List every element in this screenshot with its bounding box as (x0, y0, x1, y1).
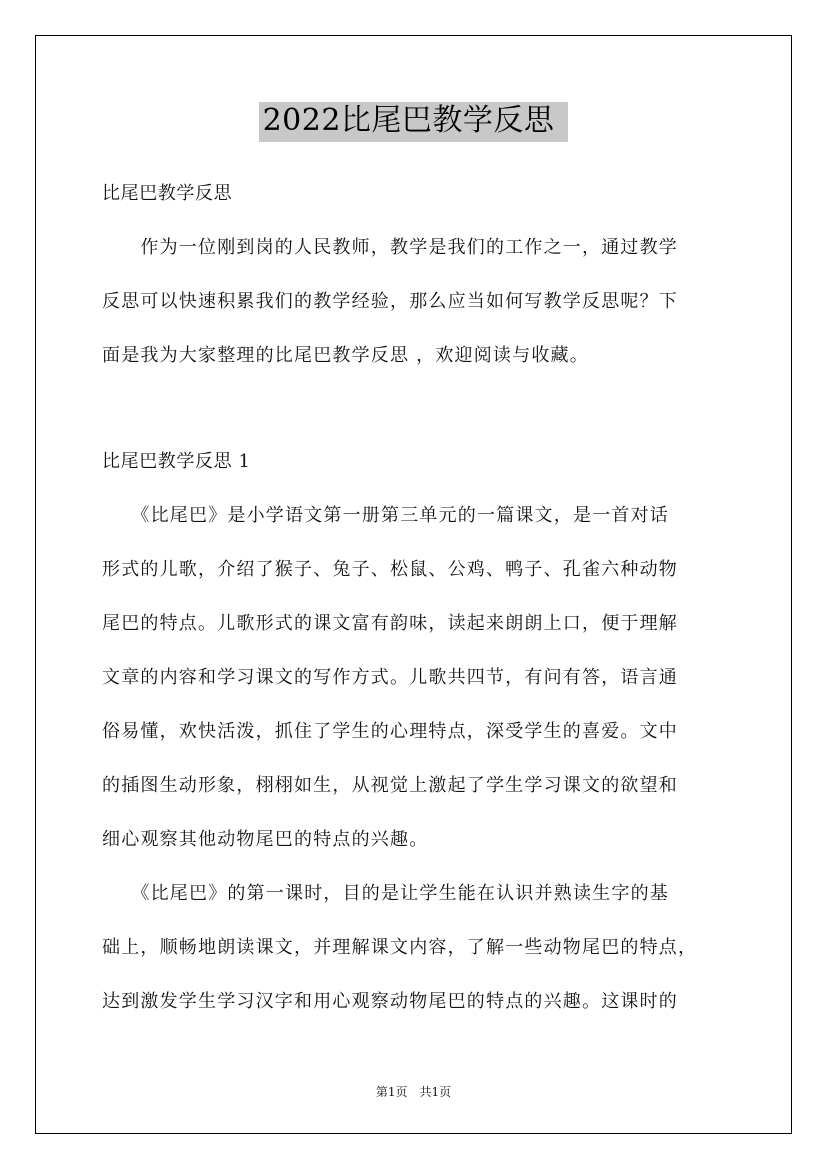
intro-line: 作为一位刚到岗的人民教师，教学是我们的工作之一，通过教学 (102, 237, 678, 258)
paragraph-line: 细心观察其他动物尾巴的特点的兴趣。 (102, 829, 429, 850)
paragraph-line: 《比尾巴》的第一课时，目的是让学生能在认识并熟读生字的基 (102, 883, 669, 904)
intro-line: 面是我为大家整理的比尾巴教学反思 ，欢迎阅读与收藏。 (102, 345, 589, 366)
paragraph-line: 形式的儿歌，介绍了猴子、兔子、松鼠、公鸡、鸭子、孔雀六种动物 (102, 559, 678, 580)
intro-line: 反思可以快速积累我们的教学经验，那么应当如何写教学反思呢？下 (102, 291, 678, 312)
section-heading: 比尾巴教学反思 1 (102, 451, 251, 472)
page-footer: 第1页 共1页 (375, 1085, 452, 1099)
document-body (102, 178, 742, 1018)
paragraph-line: 础上，顺畅地朗读课文，并理解课文内容，了解一些动物尾巴的特点， (102, 937, 698, 958)
title-wrap (0, 102, 827, 142)
paragraph-line: 《比尾巴》是小学语文第一册第三单元的一篇课文，是一首对话 (102, 505, 669, 526)
paragraph-line: 的插图生动形象，栩栩如生，从视觉上激起了学生学习课文的欲望和 (102, 775, 678, 796)
document-title: 2022比尾巴教学反思 (259, 102, 569, 142)
paragraph-line: 达到激发学生学习汉字和用心观察动物尾巴的特点的兴趣。这课时的 (102, 991, 678, 1012)
paragraph-line: 文章的内容和学习课文的写作方式。儿歌共四节，有问有答，语言通 (102, 667, 678, 688)
paragraph-line: 俗易懂，欢快活泼，抓住了学生的心理特点，深受学生的喜爱。文中 (102, 721, 678, 742)
subtitle: 比尾巴教学反思 (102, 183, 233, 204)
paragraph-line: 尾巴的特点。儿歌形式的课文富有韵味，读起来朗朗上口，便于理解 (102, 613, 678, 634)
